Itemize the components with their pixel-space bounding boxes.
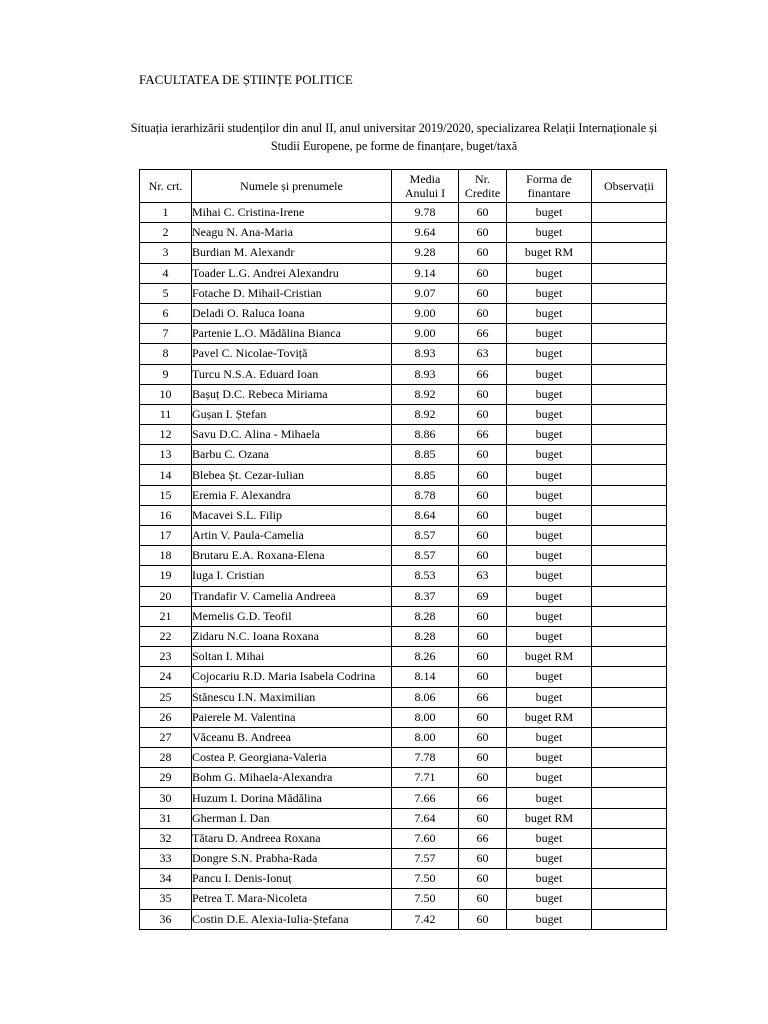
table-row — [140, 223, 667, 243]
cell-credits: 60 — [459, 526, 507, 546]
cell-name: Fotache D. Mihail-Cristian — [192, 283, 392, 303]
cell-average: 7.78 — [392, 748, 459, 768]
cell-average: 7.57 — [392, 849, 459, 869]
cell-average: 8.53 — [392, 566, 459, 586]
cell-average: 8.92 — [392, 384, 459, 404]
header-credits: Nr. Credite — [459, 170, 507, 203]
cell-name: Memelis G.D. Teofil — [192, 606, 392, 626]
table-row — [140, 203, 667, 223]
table-row — [140, 727, 667, 747]
cell-average: 8.78 — [392, 485, 459, 505]
table-row — [140, 586, 667, 606]
cell-credits: 60 — [459, 404, 507, 424]
cell-name: Partenie L.O. Mădălina Bianca — [192, 324, 392, 344]
cell-nr: 8 — [140, 344, 192, 364]
table-row — [140, 526, 667, 546]
cell-notes — [592, 445, 667, 465]
cell-nr: 34 — [140, 869, 192, 889]
cell-name: Huzum I. Dorina Mădălina — [192, 788, 392, 808]
cell-nr: 12 — [140, 425, 192, 445]
table-row — [140, 566, 667, 586]
cell-name: Soltan I. Mihai — [192, 647, 392, 667]
cell-average: 9.00 — [392, 324, 459, 344]
cell-nr: 13 — [140, 445, 192, 465]
cell-notes — [592, 748, 667, 768]
cell-credits: 60 — [459, 768, 507, 788]
cell-funding: buget — [507, 223, 592, 243]
table-row — [140, 546, 667, 566]
cell-credits: 60 — [459, 849, 507, 869]
cell-name: Văceanu B. Andreea — [192, 727, 392, 747]
cell-name: Eremia F. Alexandra — [192, 485, 392, 505]
cell-funding: buget — [507, 303, 592, 323]
cell-average: 9.14 — [392, 263, 459, 283]
cell-funding: buget — [507, 748, 592, 768]
cell-notes — [592, 566, 667, 586]
cell-notes — [592, 687, 667, 707]
table-row — [140, 445, 667, 465]
cell-credits: 60 — [459, 485, 507, 505]
cell-notes — [592, 384, 667, 404]
cell-notes — [592, 546, 667, 566]
header-notes: Observații — [592, 170, 667, 203]
faculty-title: FACULTATEA DE ȘTIINȚE POLITICE — [139, 72, 353, 87]
cell-average: 8.85 — [392, 465, 459, 485]
cell-nr: 10 — [140, 384, 192, 404]
table-row — [140, 485, 667, 505]
cell-name: Gușan I. Ștefan — [192, 404, 392, 424]
cell-credits: 60 — [459, 909, 507, 929]
cell-notes — [592, 364, 667, 384]
table-row — [140, 364, 667, 384]
subtitle-line-1: Situația ierarhizării studenților din anul II, anul universitar 2019/2020, specializarea Relații Internaționale și — [130, 121, 658, 135]
header-funding: Forma de finantare — [507, 170, 592, 203]
cell-notes — [592, 707, 667, 727]
cell-average: 8.00 — [392, 727, 459, 747]
cell-average: 8.26 — [392, 647, 459, 667]
cell-funding: buget — [507, 687, 592, 707]
cell-funding: buget — [507, 606, 592, 626]
cell-funding: buget — [507, 344, 592, 364]
cell-average: 7.66 — [392, 788, 459, 808]
cell-notes — [592, 909, 667, 929]
cell-name: Dongre S.N. Prabha-Rada — [192, 849, 392, 869]
cell-notes — [592, 324, 667, 344]
cell-name: Costea P. Georgiana-Valeria — [192, 748, 392, 768]
cell-name: Burdian M. Alexandr — [192, 243, 392, 263]
cell-credits: 60 — [459, 203, 507, 223]
cell-average: 8.28 — [392, 606, 459, 626]
cell-notes — [592, 243, 667, 263]
cell-name: Pancu I. Denis-Ionuț — [192, 869, 392, 889]
cell-average: 8.28 — [392, 626, 459, 646]
cell-nr: 6 — [140, 303, 192, 323]
cell-funding: buget — [507, 526, 592, 546]
cell-funding: buget RM — [507, 707, 592, 727]
cell-nr: 30 — [140, 788, 192, 808]
cell-credits: 60 — [459, 465, 507, 485]
cell-notes — [592, 586, 667, 606]
table-row — [140, 808, 667, 828]
table-row — [140, 768, 667, 788]
cell-credits: 60 — [459, 263, 507, 283]
cell-name: Toader L.G. Andrei Alexandru — [192, 263, 392, 283]
cell-credits: 60 — [459, 223, 507, 243]
cell-funding: buget — [507, 283, 592, 303]
subtitle-line-2: Studii Europene, pe forme de finanțare, buget/taxă — [270, 139, 518, 153]
cell-credits: 60 — [459, 505, 507, 525]
cell-nr: 5 — [140, 283, 192, 303]
cell-average: 9.28 — [392, 243, 459, 263]
cell-funding: buget RM — [507, 647, 592, 667]
cell-notes — [592, 223, 667, 243]
cell-notes — [592, 768, 667, 788]
cell-credits: 63 — [459, 566, 507, 586]
cell-funding: buget — [507, 404, 592, 424]
cell-credits: 60 — [459, 647, 507, 667]
cell-average: 9.00 — [392, 303, 459, 323]
cell-credits: 60 — [459, 303, 507, 323]
cell-notes — [592, 465, 667, 485]
cell-name: Gherman I. Dan — [192, 808, 392, 828]
cell-notes — [592, 647, 667, 667]
cell-credits: 60 — [459, 283, 507, 303]
cell-nr: 25 — [140, 687, 192, 707]
cell-funding: buget — [507, 828, 592, 848]
table-row — [140, 404, 667, 424]
cell-name: Pavel C. Nicolae-Toviță — [192, 344, 392, 364]
cell-nr: 22 — [140, 626, 192, 646]
table-row — [140, 869, 667, 889]
cell-average: 8.37 — [392, 586, 459, 606]
cell-nr: 28 — [140, 748, 192, 768]
cell-nr: 15 — [140, 485, 192, 505]
cell-nr: 35 — [140, 889, 192, 909]
table-row — [140, 384, 667, 404]
header-nr: Nr. crt. — [140, 170, 192, 203]
cell-nr: 11 — [140, 404, 192, 424]
cell-credits: 66 — [459, 687, 507, 707]
cell-name: Mihai C. Cristina-Irene — [192, 203, 392, 223]
cell-nr: 20 — [140, 586, 192, 606]
cell-nr: 24 — [140, 667, 192, 687]
table-row — [140, 889, 667, 909]
cell-name: Deladi O. Raluca Ioana — [192, 303, 392, 323]
cell-funding: buget — [507, 626, 592, 646]
cell-name: Macavei S.L. Filip — [192, 505, 392, 525]
document-subtitle — [120, 119, 668, 155]
cell-funding: buget — [507, 203, 592, 223]
cell-credits: 60 — [459, 808, 507, 828]
cell-average: 9.07 — [392, 283, 459, 303]
cell-credits: 66 — [459, 788, 507, 808]
cell-notes — [592, 869, 667, 889]
ranking-table — [139, 169, 667, 930]
table-row — [140, 788, 667, 808]
cell-funding: buget — [507, 849, 592, 869]
cell-name: Artin V. Paula-Camelia — [192, 526, 392, 546]
cell-credits: 60 — [459, 667, 507, 687]
cell-funding: buget — [507, 788, 592, 808]
cell-credits: 63 — [459, 344, 507, 364]
cell-notes — [592, 889, 667, 909]
cell-credits: 60 — [459, 546, 507, 566]
cell-average: 8.93 — [392, 364, 459, 384]
cell-average: 7.64 — [392, 808, 459, 828]
cell-name: Savu D.C. Alina - Mihaela — [192, 425, 392, 445]
cell-nr: 1 — [140, 203, 192, 223]
cell-nr: 7 — [140, 324, 192, 344]
table-row — [140, 324, 667, 344]
cell-nr: 18 — [140, 546, 192, 566]
cell-credits: 66 — [459, 425, 507, 445]
cell-average: 7.71 — [392, 768, 459, 788]
cell-notes — [592, 606, 667, 626]
cell-name: Brutaru E.A. Roxana-Elena — [192, 546, 392, 566]
cell-notes — [592, 303, 667, 323]
cell-average: 9.78 — [392, 203, 459, 223]
cell-name: Turcu N.S.A. Eduard Ioan — [192, 364, 392, 384]
cell-notes — [592, 626, 667, 646]
cell-credits: 66 — [459, 324, 507, 344]
cell-notes — [592, 788, 667, 808]
cell-funding: buget — [507, 909, 592, 929]
cell-credits: 66 — [459, 364, 507, 384]
cell-credits: 69 — [459, 586, 507, 606]
cell-notes — [592, 425, 667, 445]
cell-average: 8.64 — [392, 505, 459, 525]
table-row — [140, 667, 667, 687]
cell-nr: 29 — [140, 768, 192, 788]
cell-notes — [592, 727, 667, 747]
cell-nr: 4 — [140, 263, 192, 283]
cell-notes — [592, 849, 667, 869]
cell-credits: 60 — [459, 889, 507, 909]
cell-average: 8.86 — [392, 425, 459, 445]
table-row — [140, 909, 667, 929]
cell-name: Trandafir V. Camelia Andreea — [192, 586, 392, 606]
cell-name: Bohm G. Mihaela-Alexandra — [192, 768, 392, 788]
cell-credits: 60 — [459, 869, 507, 889]
cell-average: 8.57 — [392, 546, 459, 566]
table-row — [140, 626, 667, 646]
table-header — [140, 170, 667, 203]
table-row — [140, 283, 667, 303]
cell-credits: 60 — [459, 606, 507, 626]
table-row — [140, 828, 667, 848]
cell-nr: 2 — [140, 223, 192, 243]
table-row — [140, 647, 667, 667]
cell-name: Zidaru N.C. Ioana Roxana — [192, 626, 392, 646]
cell-funding: buget — [507, 445, 592, 465]
cell-funding: buget — [507, 566, 592, 586]
cell-notes — [592, 283, 667, 303]
cell-name: Iuga I. Cristian — [192, 566, 392, 586]
cell-funding: buget — [507, 263, 592, 283]
cell-nr: 21 — [140, 606, 192, 626]
cell-credits: 66 — [459, 828, 507, 848]
cell-nr: 26 — [140, 707, 192, 727]
cell-nr: 17 — [140, 526, 192, 546]
table-row — [140, 344, 667, 364]
cell-notes — [592, 203, 667, 223]
cell-average: 8.93 — [392, 344, 459, 364]
cell-notes — [592, 667, 667, 687]
cell-credits: 60 — [459, 748, 507, 768]
cell-credits: 60 — [459, 727, 507, 747]
cell-funding: buget — [507, 768, 592, 788]
cell-average: 8.92 — [392, 404, 459, 424]
table-row — [140, 687, 667, 707]
cell-funding: buget — [507, 364, 592, 384]
cell-notes — [592, 404, 667, 424]
cell-notes — [592, 485, 667, 505]
cell-funding: buget — [507, 465, 592, 485]
table-row — [140, 263, 667, 283]
table-row — [140, 707, 667, 727]
cell-nr: 27 — [140, 727, 192, 747]
cell-nr: 23 — [140, 647, 192, 667]
cell-name: Petrea T. Mara-Nicoleta — [192, 889, 392, 909]
cell-name: Neagu N. Ana-Maria — [192, 223, 392, 243]
cell-funding: buget — [507, 546, 592, 566]
cell-average: 8.06 — [392, 687, 459, 707]
cell-funding: buget — [507, 727, 592, 747]
cell-nr: 31 — [140, 808, 192, 828]
cell-funding: buget — [507, 889, 592, 909]
cell-nr: 3 — [140, 243, 192, 263]
cell-notes — [592, 263, 667, 283]
cell-credits: 60 — [459, 626, 507, 646]
cell-funding: buget — [507, 324, 592, 344]
cell-notes — [592, 828, 667, 848]
table-body — [140, 203, 667, 930]
cell-name: Blebea Șt. Cezar-Iulian — [192, 465, 392, 485]
cell-name: Bașuț D.C. Rebeca Miriama — [192, 384, 392, 404]
table-row — [140, 303, 667, 323]
cell-average: 8.14 — [392, 667, 459, 687]
cell-credits: 60 — [459, 445, 507, 465]
cell-credits: 60 — [459, 243, 507, 263]
table-row — [140, 425, 667, 445]
cell-funding: buget — [507, 425, 592, 445]
table-row — [140, 748, 667, 768]
header-average: Media Anului I — [392, 170, 459, 203]
cell-notes — [592, 808, 667, 828]
table-row — [140, 606, 667, 626]
cell-name: Stănescu I.N. Maximilian — [192, 687, 392, 707]
cell-credits: 60 — [459, 707, 507, 727]
cell-nr: 14 — [140, 465, 192, 485]
cell-name: Barbu C. Ozana — [192, 445, 392, 465]
cell-average: 7.50 — [392, 889, 459, 909]
cell-funding: buget — [507, 505, 592, 525]
cell-name: Paierele M. Valentina — [192, 707, 392, 727]
cell-average: 9.64 — [392, 223, 459, 243]
cell-nr: 19 — [140, 566, 192, 586]
cell-nr: 9 — [140, 364, 192, 384]
cell-average: 7.42 — [392, 909, 459, 929]
cell-name: Tătaru D. Andreea Roxana — [192, 828, 392, 848]
cell-name: Cojocariu R.D. Maria Isabela Codrina — [192, 667, 392, 687]
cell-notes — [592, 526, 667, 546]
table-row — [140, 849, 667, 869]
cell-nr: 16 — [140, 505, 192, 525]
cell-nr: 33 — [140, 849, 192, 869]
cell-funding: buget RM — [507, 808, 592, 828]
cell-notes — [592, 344, 667, 364]
table-row — [140, 243, 667, 263]
cell-funding: buget — [507, 485, 592, 505]
cell-average: 8.00 — [392, 707, 459, 727]
cell-average: 7.60 — [392, 828, 459, 848]
cell-funding: buget — [507, 384, 592, 404]
cell-nr: 36 — [140, 909, 192, 929]
cell-funding: buget RM — [507, 243, 592, 263]
cell-credits: 60 — [459, 384, 507, 404]
cell-name: Costin D.E. Alexia-Iulia-Ștefana — [192, 909, 392, 929]
cell-average: 7.50 — [392, 869, 459, 889]
cell-nr: 32 — [140, 828, 192, 848]
table-row — [140, 465, 667, 485]
header-name: Numele și prenumele — [192, 170, 392, 203]
cell-notes — [592, 505, 667, 525]
cell-average: 8.85 — [392, 445, 459, 465]
table-row — [140, 505, 667, 525]
cell-average: 8.57 — [392, 526, 459, 546]
cell-funding: buget — [507, 667, 592, 687]
cell-funding: buget — [507, 869, 592, 889]
cell-funding: buget — [507, 586, 592, 606]
